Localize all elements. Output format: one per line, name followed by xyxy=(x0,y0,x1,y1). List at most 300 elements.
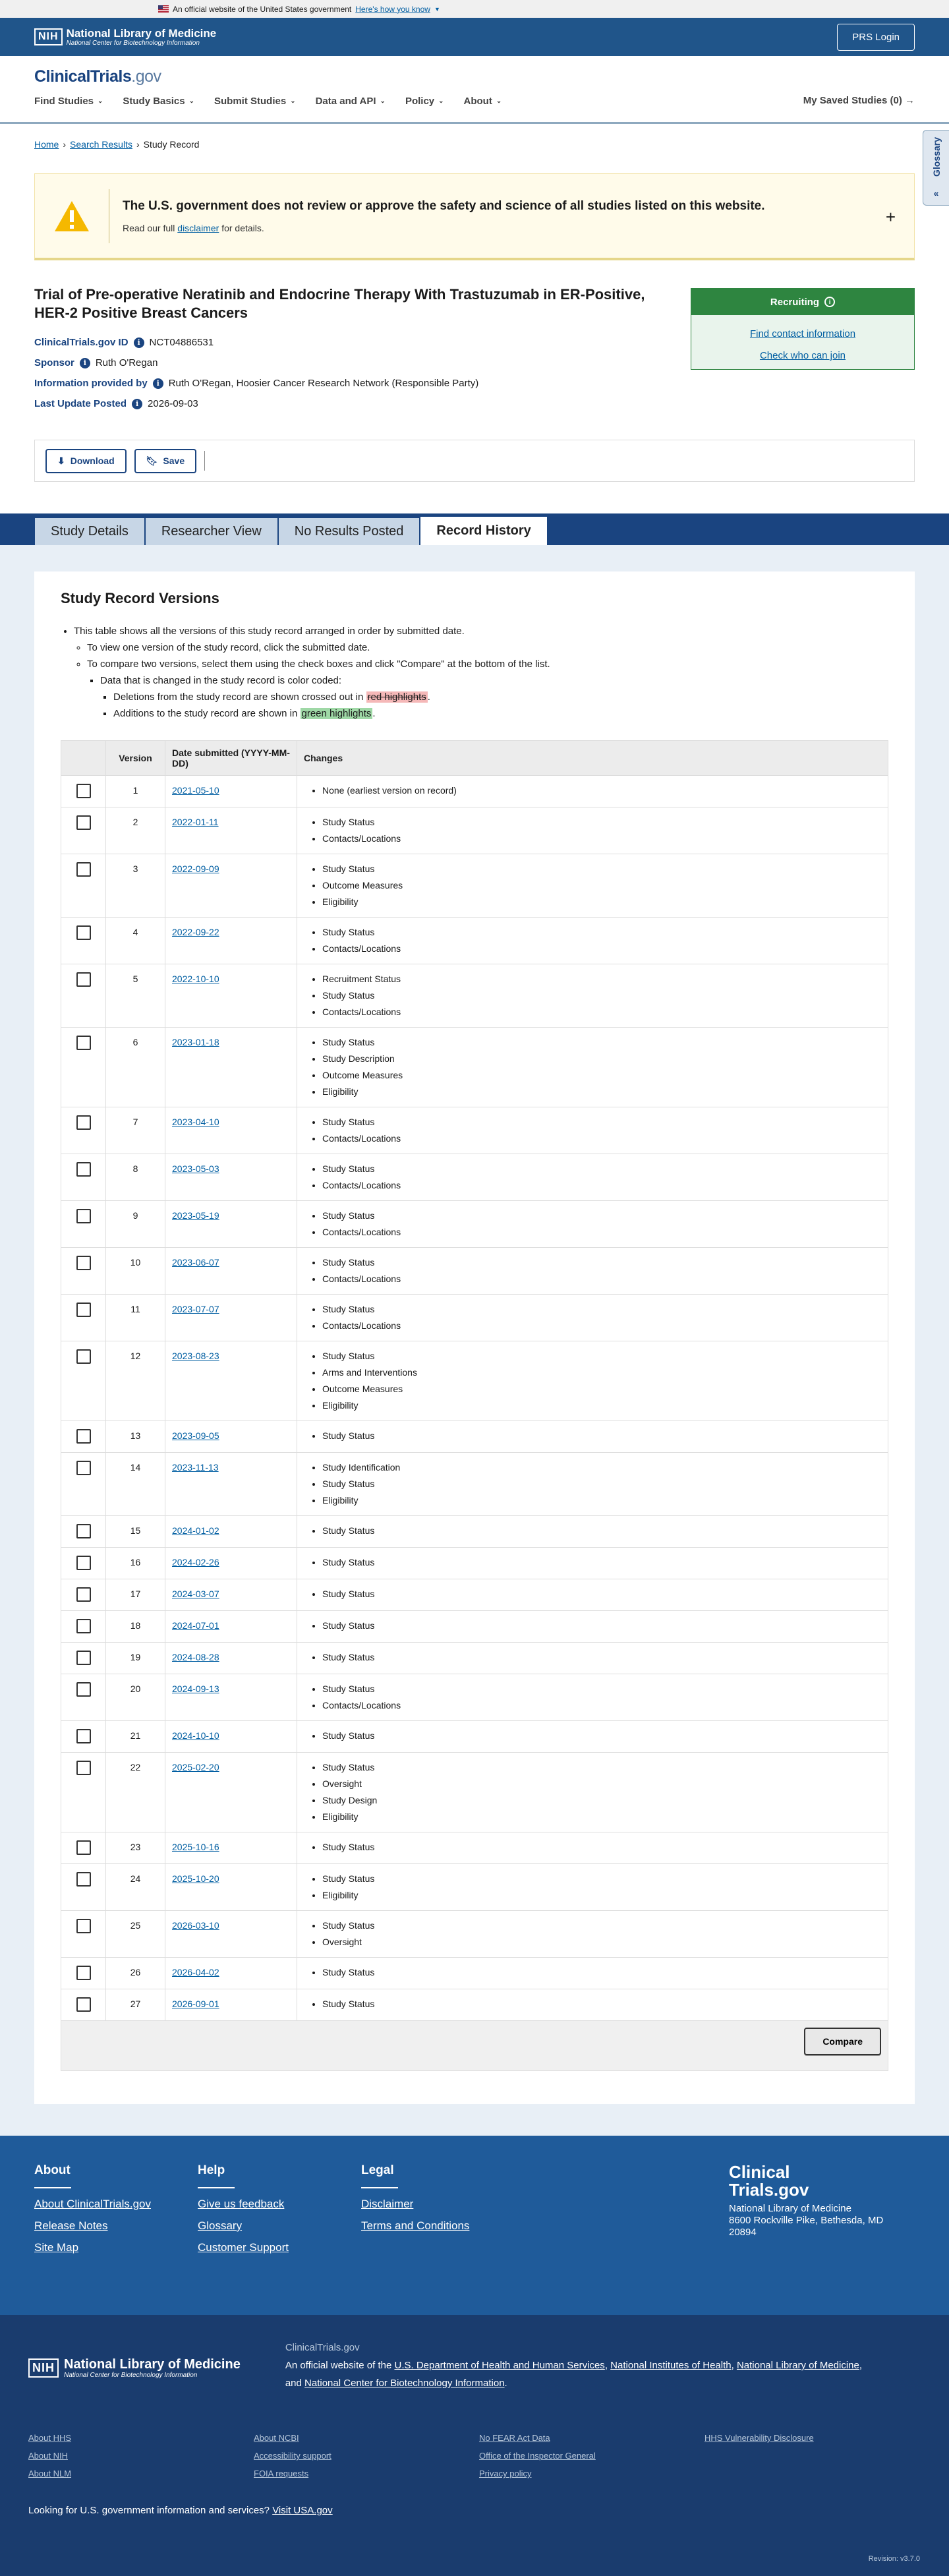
version-date-link[interactable]: 2024-10-10 xyxy=(172,1730,219,1741)
disclaimer-alert xyxy=(34,173,915,260)
footer-about-title: About xyxy=(34,2163,71,2177)
changes-cell xyxy=(297,776,888,807)
note-item: ◦ To view one version of the study record, click the submitted date. xyxy=(87,639,888,656)
version-number: 5 xyxy=(106,964,165,1028)
last-update-row xyxy=(34,398,667,409)
alert-text xyxy=(123,223,765,233)
changes-cell xyxy=(297,918,888,964)
change-item: • Study Status xyxy=(322,861,881,877)
version-date-link[interactable]: 2023-06-07 xyxy=(172,1257,219,1268)
version-number: 6 xyxy=(106,1028,165,1107)
info-icon[interactable]: i xyxy=(134,337,144,348)
nav-about[interactable] xyxy=(464,96,502,107)
breadcrumb-search-results[interactable]: Search Results xyxy=(70,139,132,150)
changes-cell xyxy=(297,1643,888,1674)
change-item: • Oversight xyxy=(322,1934,881,1950)
ncbi-subtitle: National Center for Biotechnology Information xyxy=(66,39,200,47)
nlm-link[interactable]: National Library of Medicine xyxy=(736,2360,859,2371)
changes-cell xyxy=(297,1611,888,1643)
version-date-link[interactable]: 2022-10-10 xyxy=(172,974,219,984)
table-header-row xyxy=(61,741,888,776)
select-cell xyxy=(61,1248,106,1295)
chevrons-left-icon: « xyxy=(933,188,939,198)
footer-link[interactable]: About HHS xyxy=(28,2433,72,2443)
select-cell xyxy=(61,1753,106,1832)
note-item-deletions: ▪ Deletions from the study record are shown crossed out in red highlights . xyxy=(113,689,888,705)
footer-link[interactable]: Privacy policy xyxy=(479,2469,532,2478)
site-logo[interactable] xyxy=(34,56,915,86)
version-checkbox[interactable] xyxy=(76,1919,91,1933)
study-title: Trial of Pre-operative Neratinib and Endocrine Therapy With Trastuzumab in ER-Positive, HER-2 Positive Breast Cancers xyxy=(34,286,645,321)
table-row xyxy=(61,1643,888,1674)
version-checkbox[interactable] xyxy=(76,972,91,987)
tab-no-results-posted[interactable]: No Results Posted xyxy=(278,517,420,545)
version-date-link[interactable]: 2023-04-10 xyxy=(172,1117,219,1127)
table-row xyxy=(61,1911,888,1958)
select-cell xyxy=(61,1453,106,1516)
select-cell xyxy=(61,807,106,854)
change-item: • Contacts/Locations xyxy=(322,831,881,847)
version-number: 23 xyxy=(106,1832,165,1864)
footer-link[interactable]: Give us feedback xyxy=(198,2198,285,2210)
version-number: 9 xyxy=(106,1201,165,1248)
change-item: • Eligibility xyxy=(322,1084,881,1100)
version-checkbox[interactable] xyxy=(76,784,91,798)
version-number: 4 xyxy=(106,918,165,964)
footer-link[interactable]: Terms and Conditions xyxy=(361,2219,470,2232)
version-number: 17 xyxy=(106,1579,165,1611)
gov-banner-text: An official website of the United States government xyxy=(173,4,352,14)
version-date-link[interactable]: 2022-01-11 xyxy=(172,817,219,827)
nav-find-studies[interactable] xyxy=(34,96,103,107)
provided-by-value: Ruth O'Regan, Hoosier Cancer Research Network (Responsible Party) xyxy=(168,378,479,389)
arrow-right-icon: → xyxy=(905,95,915,106)
footer-help-column xyxy=(198,2163,361,2287)
version-checkbox[interactable] xyxy=(76,1349,91,1364)
compare-row xyxy=(61,2021,888,2071)
nav-study-basics[interactable] xyxy=(123,96,194,107)
version-date-link[interactable]: 2023-08-23 xyxy=(172,1351,219,1361)
study-id-row xyxy=(34,337,667,348)
info-icon[interactable]: i xyxy=(153,378,163,389)
change-item: • Eligibility xyxy=(322,1397,881,1414)
address-line: 20894 xyxy=(729,2227,757,2238)
change-item: • Outcome Measures xyxy=(322,877,881,894)
last-update-value: 2026-09-03 xyxy=(148,398,198,409)
change-item: • Eligibility xyxy=(322,1492,881,1509)
info-icon[interactable]: i xyxy=(80,358,90,368)
version-number: 2 xyxy=(106,807,165,854)
tab-study-details[interactable]: Study Details xyxy=(34,517,145,545)
select-cell xyxy=(61,1989,106,2021)
changes-cell xyxy=(297,1864,888,1911)
version-checkbox[interactable] xyxy=(76,1556,91,1570)
footer-link[interactable]: About NLM xyxy=(28,2469,72,2478)
nav-submit-studies[interactable] xyxy=(214,96,296,107)
version-checkbox[interactable] xyxy=(76,1682,91,1697)
chevron-down-icon: ⌄ xyxy=(188,98,194,105)
chevron-down-icon: ▼ xyxy=(434,5,440,13)
version-date-link[interactable]: 2023-11-13 xyxy=(172,1462,219,1473)
change-item: • Study Status xyxy=(322,987,881,1004)
header-version: Version xyxy=(106,741,165,776)
note-item: ▪ Data that is changed in the study record is color coded: xyxy=(100,672,888,689)
change-item: • Study Status xyxy=(322,1428,881,1444)
usa-gov-link[interactable]: Visit USA.gov xyxy=(272,2505,333,2516)
change-item: • Study Status xyxy=(322,1759,881,1776)
nav-data-api[interactable] xyxy=(316,96,386,107)
change-item: • Recruitment Status xyxy=(322,971,881,987)
changes-cell xyxy=(297,807,888,854)
version-number: 24 xyxy=(106,1864,165,1911)
select-cell xyxy=(61,918,106,964)
additions-text: Additions to the study record are shown in xyxy=(113,708,298,719)
versions-card xyxy=(34,571,915,2104)
version-number: 15 xyxy=(106,1516,165,1548)
provided-by-row xyxy=(34,378,667,389)
info-icon[interactable]: i xyxy=(824,297,835,307)
version-date-link[interactable]: 2026-09-01 xyxy=(172,1999,219,2009)
check-eligibility-link[interactable]: Check who can join xyxy=(759,350,846,361)
date-cell xyxy=(165,1154,297,1201)
footer-link[interactable]: About NIH xyxy=(28,2451,68,2461)
version-checkbox[interactable] xyxy=(76,1209,91,1223)
version-number: 1 xyxy=(106,776,165,807)
glossary-tab[interactable] xyxy=(923,130,949,206)
change-item: • Contacts/Locations xyxy=(322,941,881,957)
table-row xyxy=(61,1579,888,1611)
version-checkbox[interactable] xyxy=(76,1872,91,1887)
compare-button[interactable]: Compare xyxy=(804,2028,881,2055)
version-number: 14 xyxy=(106,1453,165,1516)
table-row xyxy=(61,1611,888,1643)
study-id-label: ClinicalTrials.gov ID xyxy=(34,337,129,348)
alert-text-before: Read our full xyxy=(123,222,175,233)
change-item: • Contacts/Locations xyxy=(322,1271,881,1287)
version-checkbox[interactable] xyxy=(76,1761,91,1775)
change-item: • Eligibility xyxy=(322,1809,881,1825)
table-row xyxy=(61,776,888,807)
version-date-link[interactable]: 2024-03-07 xyxy=(172,1589,219,1599)
change-item: • Study Status xyxy=(322,1161,881,1177)
version-number: 20 xyxy=(106,1674,165,1721)
footer-link[interactable]: FOIA requests xyxy=(254,2469,309,2478)
last-update-label: Last Update Posted xyxy=(34,398,127,409)
version-date-link[interactable]: 2023-07-07 xyxy=(172,1304,219,1314)
nlm-footer-brand[interactable] xyxy=(28,2344,241,2392)
table-row xyxy=(61,1295,888,1341)
version-date-link[interactable]: 2024-07-01 xyxy=(172,1620,219,1631)
footer-link[interactable]: Glossary xyxy=(198,2219,243,2232)
change-item: • Study Design xyxy=(322,1792,881,1809)
table-row xyxy=(61,1028,888,1107)
version-date-link[interactable]: 2023-05-19 xyxy=(172,1210,219,1221)
footer-about-column xyxy=(34,2163,198,2287)
version-date-link[interactable]: 2022-09-22 xyxy=(172,927,219,937)
heres-how-you-know-link[interactable]: Here's how you know xyxy=(355,4,430,14)
version-checkbox[interactable] xyxy=(76,925,91,940)
find-contact-link[interactable]: Find contact information xyxy=(749,328,856,339)
version-checkbox[interactable] xyxy=(76,862,91,877)
version-checkbox[interactable] xyxy=(76,1966,91,1980)
ncbi-link[interactable]: National Center for Biotechnology Information xyxy=(304,2378,505,2389)
hhs-link[interactable]: U.S. Department of Health and Human Services xyxy=(394,2360,605,2371)
change-item: • Study Status xyxy=(322,1649,881,1666)
footer-legal-title: Legal xyxy=(361,2163,394,2177)
address-line: 8600 Rockville Pike, Bethesda, MD xyxy=(729,2215,884,2226)
table-row xyxy=(61,1832,888,1864)
nih-brand[interactable] xyxy=(34,28,216,47)
changes-cell xyxy=(297,1453,888,1516)
version-date-link[interactable]: 2023-05-03 xyxy=(172,1163,219,1174)
select-cell xyxy=(61,854,106,918)
date-cell xyxy=(165,1958,297,1989)
version-checkbox[interactable] xyxy=(76,1461,91,1475)
version-checkbox[interactable] xyxy=(76,815,91,830)
version-checkbox[interactable] xyxy=(76,1587,91,1602)
change-item: • Study Status xyxy=(322,1839,881,1856)
table-row xyxy=(61,1674,888,1721)
select-cell xyxy=(61,1201,106,1248)
changes-cell xyxy=(297,1832,888,1864)
footer-link[interactable]: Disclaimer xyxy=(361,2198,414,2210)
date-cell xyxy=(165,1107,297,1154)
version-date-link[interactable]: 2026-03-10 xyxy=(172,1920,219,1931)
nih-link[interactable]: National Institutes of Health xyxy=(610,2360,732,2371)
expand-plus-icon[interactable]: + xyxy=(885,207,896,227)
desc-and: and xyxy=(285,2378,302,2389)
table-row xyxy=(61,918,888,964)
table-row xyxy=(61,1453,888,1516)
table-row xyxy=(61,854,888,918)
usa-gov-row xyxy=(28,2505,921,2516)
version-checkbox[interactable] xyxy=(76,1619,91,1633)
select-cell xyxy=(61,1154,106,1201)
changes-cell xyxy=(297,1516,888,1548)
table-row xyxy=(61,807,888,854)
us-flag-icon xyxy=(158,5,169,13)
version-number: 18 xyxy=(106,1611,165,1643)
footer-link[interactable]: Release Notes xyxy=(34,2219,108,2232)
ncbi-subtitle: National Center for Biotechnology Information xyxy=(64,2372,198,2379)
change-item: • Study Identification xyxy=(322,1459,881,1476)
select-cell xyxy=(61,1516,106,1548)
version-checkbox[interactable] xyxy=(76,1729,91,1743)
version-number: 16 xyxy=(106,1548,165,1579)
save-button[interactable] xyxy=(134,449,196,473)
changes-cell xyxy=(297,1248,888,1295)
change-item: • Contacts/Locations xyxy=(322,1004,881,1020)
chevron-right-icon: › xyxy=(63,139,67,150)
footer-rule xyxy=(34,2187,71,2188)
change-item: • Study Status xyxy=(322,1114,881,1130)
version-number: 10 xyxy=(106,1248,165,1295)
changes-cell xyxy=(297,1107,888,1154)
version-date-link[interactable]: 2026-04-02 xyxy=(172,1967,219,1977)
version-date-link[interactable]: 2023-09-05 xyxy=(172,1430,219,1441)
study-tabs xyxy=(0,513,949,545)
change-item: • Contacts/Locations xyxy=(322,1224,881,1241)
header-date: Date submitted (YYYY-MM-DD) xyxy=(165,741,297,776)
version-checkbox[interactable] xyxy=(76,1429,91,1444)
select-cell xyxy=(61,1721,106,1753)
change-item: • Contacts/Locations xyxy=(322,1697,881,1714)
version-checkbox[interactable] xyxy=(76,1840,91,1855)
footer-address xyxy=(729,2163,883,2239)
date-cell xyxy=(165,1832,297,1864)
version-number: 11 xyxy=(106,1295,165,1341)
table-row xyxy=(61,1721,888,1753)
footer-link[interactable]: HHS Vulnerability Disclosure xyxy=(705,2433,814,2443)
version-number: 22 xyxy=(106,1753,165,1832)
date-cell xyxy=(165,1674,297,1721)
chevron-down-icon: ⌄ xyxy=(290,98,296,105)
section-title: Study Record Versions xyxy=(61,590,219,606)
revision-label: Revision: v3.7.0 xyxy=(868,2555,920,2563)
versions-table xyxy=(61,740,888,2071)
version-number: 12 xyxy=(106,1341,165,1421)
select-cell xyxy=(61,1341,106,1421)
select-cell xyxy=(61,1611,106,1643)
version-checkbox[interactable] xyxy=(76,1651,91,1665)
version-date-link[interactable]: 2024-08-28 xyxy=(172,1652,219,1662)
breadcrumb-current: Study Record xyxy=(143,139,200,150)
footer-rule xyxy=(198,2187,235,2188)
changes-cell xyxy=(297,1201,888,1248)
header-select xyxy=(61,741,106,776)
tab-record-history[interactable]: Record History xyxy=(420,516,547,545)
change-item: • None (earliest version on record) xyxy=(322,782,881,799)
record-history-section xyxy=(0,545,949,2136)
change-item: • Study Status xyxy=(322,1964,881,1981)
footer-link[interactable]: Site Map xyxy=(34,2241,79,2254)
change-item: • Study Status xyxy=(322,924,881,941)
change-item: • Study Status xyxy=(322,1618,881,1634)
change-item: • Study Status xyxy=(322,1254,881,1271)
chevron-down-icon: ⌄ xyxy=(98,98,103,105)
footer-logo[interactable] xyxy=(729,2163,883,2199)
download-button[interactable] xyxy=(45,449,127,473)
date-cell xyxy=(165,1028,297,1107)
change-item: • Study Status xyxy=(322,1917,881,1934)
change-item: • Study Status xyxy=(322,1476,881,1492)
footer-link[interactable]: Accessibility support xyxy=(254,2451,331,2461)
table-row xyxy=(61,1248,888,1295)
footer-legal-column xyxy=(361,2163,525,2287)
change-item: • Eligibility xyxy=(322,894,881,910)
info-icon[interactable]: i xyxy=(132,399,142,409)
version-date-link[interactable]: 2024-09-13 xyxy=(172,1683,219,1694)
nav-label: About xyxy=(463,96,492,107)
table-row xyxy=(61,1548,888,1579)
nlm-title: National Library of Medicine xyxy=(64,2357,241,2372)
date-cell xyxy=(165,1341,297,1421)
nlm-title: National Library of Medicine xyxy=(66,26,217,40)
version-date-link[interactable]: 2025-10-16 xyxy=(172,1842,219,1852)
prs-login-button[interactable]: PRS Login xyxy=(837,24,915,51)
version-checkbox[interactable] xyxy=(76,1524,91,1538)
version-checkbox[interactable] xyxy=(76,1303,91,1317)
date-cell xyxy=(165,1453,297,1516)
changes-cell xyxy=(297,854,888,918)
nav-policy[interactable] xyxy=(405,96,444,107)
version-checkbox[interactable] xyxy=(76,1162,91,1177)
footer-link[interactable]: About NCBI xyxy=(254,2433,299,2443)
change-item: • Contacts/Locations xyxy=(322,1177,881,1194)
select-cell xyxy=(61,1958,106,1989)
version-date-link[interactable]: 2022-09-09 xyxy=(172,864,219,874)
version-number: 8 xyxy=(106,1154,165,1201)
date-cell xyxy=(165,1421,297,1453)
disclaimer-link[interactable]: disclaimer xyxy=(177,222,219,233)
version-number: 26 xyxy=(106,1958,165,1989)
version-number: 21 xyxy=(106,1721,165,1753)
date-cell xyxy=(165,776,297,807)
date-cell xyxy=(165,1989,297,2021)
select-cell xyxy=(61,1295,106,1341)
version-date-link[interactable]: 2023-01-18 xyxy=(172,1037,219,1047)
version-number: 25 xyxy=(106,1911,165,1958)
version-date-link[interactable]: 2025-02-20 xyxy=(172,1762,219,1772)
green-highlight-sample: green highlights xyxy=(301,708,372,719)
footer-link[interactable]: Office of the Inspector General xyxy=(479,2451,596,2461)
date-cell xyxy=(165,1721,297,1753)
save-label: Save xyxy=(163,455,185,466)
change-item: • Study Status xyxy=(322,1523,881,1539)
date-cell xyxy=(165,1911,297,1958)
version-date-link[interactable]: 2024-02-26 xyxy=(172,1557,219,1567)
date-cell xyxy=(165,1611,297,1643)
version-date-link[interactable]: 2025-10-20 xyxy=(172,1873,219,1884)
versions-body xyxy=(61,776,888,2021)
tab-researcher-view[interactable]: Researcher View xyxy=(145,517,278,545)
table-row xyxy=(61,1958,888,1989)
date-cell xyxy=(165,1643,297,1674)
chevron-right-icon: › xyxy=(136,139,140,150)
version-date-link[interactable]: 2024-01-02 xyxy=(172,1525,219,1536)
change-item: • Contacts/Locations xyxy=(322,1318,881,1334)
nlm-footer-site: ClinicalTrials.gov xyxy=(285,2342,360,2353)
select-cell xyxy=(61,964,106,1028)
alert-text-after: for details. xyxy=(221,222,264,233)
changes-cell xyxy=(297,1721,888,1753)
version-checkbox[interactable] xyxy=(76,1256,91,1270)
change-item: • Study Status xyxy=(322,1208,881,1224)
date-cell xyxy=(165,964,297,1028)
change-item: • Study Status xyxy=(322,1586,881,1602)
footer-link[interactable]: About ClinicalTrials.gov xyxy=(34,2198,151,2210)
breadcrumb-home[interactable]: Home xyxy=(34,139,59,150)
date-cell xyxy=(165,1579,297,1611)
table-row xyxy=(61,964,888,1028)
footer-link[interactable]: Customer Support xyxy=(198,2241,289,2254)
nav-label: Submit Studies xyxy=(214,96,287,107)
version-checkbox[interactable] xyxy=(76,1115,91,1130)
table-row xyxy=(61,1516,888,1548)
change-item: • Study Status xyxy=(322,1034,881,1051)
my-saved-studies-link[interactable] xyxy=(803,95,915,106)
version-checkbox[interactable] xyxy=(76,1997,91,2012)
change-item: • Outcome Measures xyxy=(322,1067,881,1084)
nav-label: Study Basics xyxy=(123,96,185,107)
recruitment-status xyxy=(691,289,914,315)
version-checkbox[interactable] xyxy=(76,1036,91,1050)
nlm-footer-links xyxy=(28,2433,921,2478)
version-date-link[interactable]: 2021-05-10 xyxy=(172,785,219,796)
date-cell xyxy=(165,1753,297,1832)
footer-link[interactable]: No FEAR Act Data xyxy=(479,2433,550,2443)
change-item: • Study Status xyxy=(322,1301,881,1318)
